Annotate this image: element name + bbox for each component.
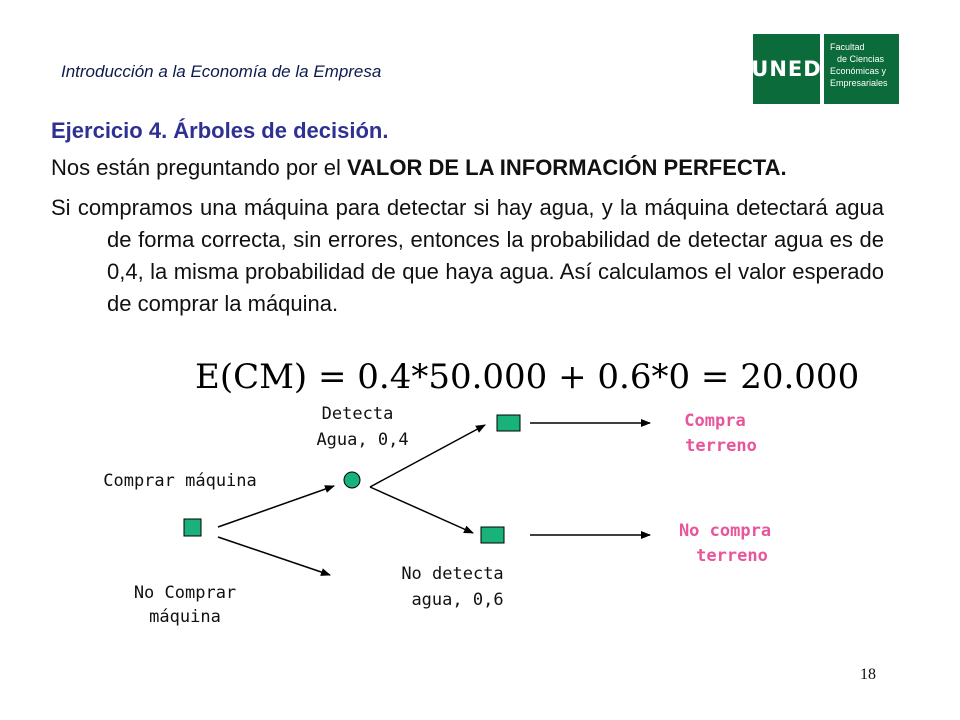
explanation-paragraph: Si compramos una máquina para detectar si hay agua, y la máquina detectará agua de forma correcta, sin errores, entonces la probabilidad de detectar agua es de 0,4, la misma probabilidad de que haya agua. Así calculamos el valor esperado de comprar la máquina. bbox=[51, 195, 884, 316]
label-no-detecta-2: agua, 0,6 bbox=[411, 590, 504, 610]
label-no-detecta-1: No detecta bbox=[401, 564, 504, 584]
expected-value-formula: E(CM) = 0.4*50.000 + 0.6*0 = 20.000 bbox=[195, 357, 860, 397]
page-number: 18 bbox=[860, 666, 876, 683]
branch-no-comprar bbox=[218, 537, 330, 575]
outcome-compra-1: Compra bbox=[684, 411, 746, 431]
question-emphasis: VALOR DE LA INFORMACIÓN PERFECTA. bbox=[346, 155, 787, 180]
root-decision-node bbox=[184, 519, 201, 536]
outcome-no-compra-2: terreno bbox=[696, 546, 768, 566]
logo-faculty-line: de Ciencias bbox=[837, 54, 885, 64]
outcome-compra-2: terreno bbox=[685, 436, 757, 456]
outcome-no-compra-1: No compra bbox=[678, 521, 772, 541]
label-no-comprar-2: máquina bbox=[149, 607, 221, 627]
chance-node bbox=[344, 472, 360, 488]
decision-node-detecta bbox=[497, 415, 520, 431]
header-subtitle: Introducción a la Economía de la Empresa bbox=[61, 62, 382, 81]
logo-faculty-line: Económicas y bbox=[830, 66, 887, 76]
logo-faculty-line: Empresariales bbox=[830, 78, 888, 88]
label-no-comprar-1: No Comprar bbox=[133, 583, 237, 603]
exercise-title: Ejercicio 4. Árboles de decisión. bbox=[51, 118, 389, 143]
logo-faculty-line: Facultad bbox=[830, 42, 865, 52]
label-detecta-2: Agua, 0,4 bbox=[316, 430, 409, 450]
logo-brand: UNED bbox=[753, 34, 820, 104]
label-comprar-maquina: Comprar máquina bbox=[103, 471, 257, 491]
label-detecta-1: Detecta bbox=[321, 404, 394, 424]
question-prefix: Nos están preguntando por el bbox=[51, 155, 347, 180]
decision-node-no-detecta bbox=[481, 527, 504, 543]
branch-no-detecta bbox=[370, 487, 473, 533]
